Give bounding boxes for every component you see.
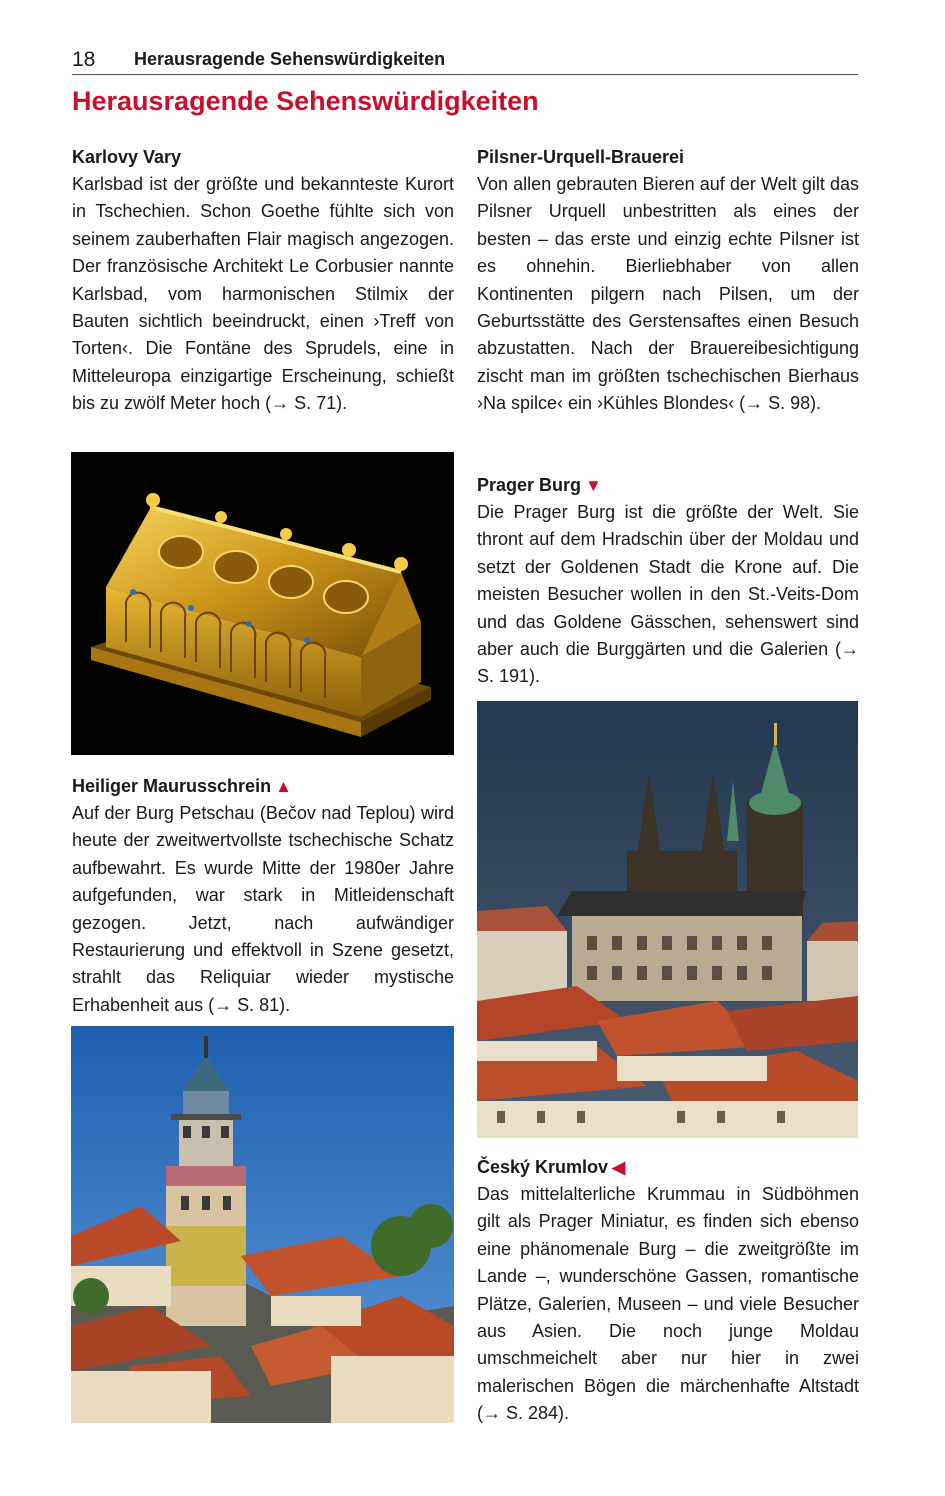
section-text: Karlsbad ist der größte und bekannteste Kurort in Tschechien. Schon Goethe fühlte sich von seinem zauberhaften Flair magisch angezogen. Der französische Architekt Le Corbusier nannte Karlsbad, vom harmonischen Stilmix der Bauten sichtlich beeindruckt, einen ›Treff von Torten‹. Die Fontäne des Sprudels, eine in Mitteleuropa einzigartige Erscheinung, schießt bis zu zwölf Meter hoch (→ S. 71). [72,174,454,414]
page-title: Herausragende Sehenswürdigkeiten [72,86,539,116]
section-heading [72,773,454,800]
section-text: Die Prager Burg ist die größte der Welt. Sie thront auf dem Hradschin über der Moldau und setzt der Goldenen Stadt die Krone auf. Die meisten Besucher wollen in den St.-Veits-Dom und das Goldene Gässchen, sehenswert sind aber auch die Burggärten und die Galerien (→ S. 191). [477,502,859,687]
running-title: Herausragende Sehenswürdigkeiten [134,49,446,69]
triangle-left-icon: ◀ [612,1158,626,1177]
prague-castle-photo [477,701,858,1138]
triangle-up-icon: ▲ [275,777,292,796]
section-heading: Karlovy Vary [72,147,182,167]
running-header [72,44,858,75]
section-karlovy-vary [72,144,454,418]
section-text: Auf der Burg Petschau (Bečov nad Teplou) wird heute der zweitwertvollste tschechische Schatz aufbewahrt. Es wurde Mitte der 1980er Jahre aufgefunden, war stark in Mitleidenschaft gezogen. Jetzt, nach aufwändiger Restaurierung und effektvoll in Szene gesetzt, strahlt das Reliquiar wieder mystische Erhabenheit aus (→ S. 81). [72,803,454,1015]
section-text: Das mittelalterliche Krummau in Südböhmen gilt als Prager Miniatur, es finden sich ebenso eine phänomenale Burg – die zweitgrößte im Lande –, wunderschöne Gassen, romantische Plätze, Galerien, Museen – und viele Besucher aus Asien. Die noch junge Moldau umschmeichelt aber nur hier in zwei malerischen Bögen die märchenhafte Altstadt (→ S. 284). [477,1184,859,1424]
section-heading [477,472,859,499]
section-heading: Pilsner-Urquell-Brauerei [477,147,685,167]
section-cesky-krumlov [477,1154,859,1428]
section-text: Von allen gebrauten Bieren auf der Welt gilt das Pilsner Urquell unbestritten als eines der besten – das erste und einzig echte Pilsner ist es ohnehin. Bierliebhaber von allen Kontinenten pilgern nach Pilsen, um der Geburtsstätte des Gerstensaftes einen Besuch abzustatten. Nach der Brauereibesichtigung zischt man im größten tschechischen Bierhaus ›Na spilce‹ ein ›Kühles Blondes‹ (→ S. 98). [477,174,859,414]
page-number: 18 [72,48,96,71]
section-heading [477,1154,859,1181]
cesky-krumlov-photo [71,1026,454,1423]
heading-text: Český Krumlov [477,1157,609,1177]
heading-text: Prager Burg [477,475,582,495]
heading-text: Heiliger Maurusschrein [72,776,272,796]
section-prager-burg [477,472,859,691]
section-pilsner [477,144,859,418]
reliquary-photo [71,452,454,755]
triangle-down-icon: ▼ [585,476,602,495]
section-maurusschrein [72,773,454,1019]
